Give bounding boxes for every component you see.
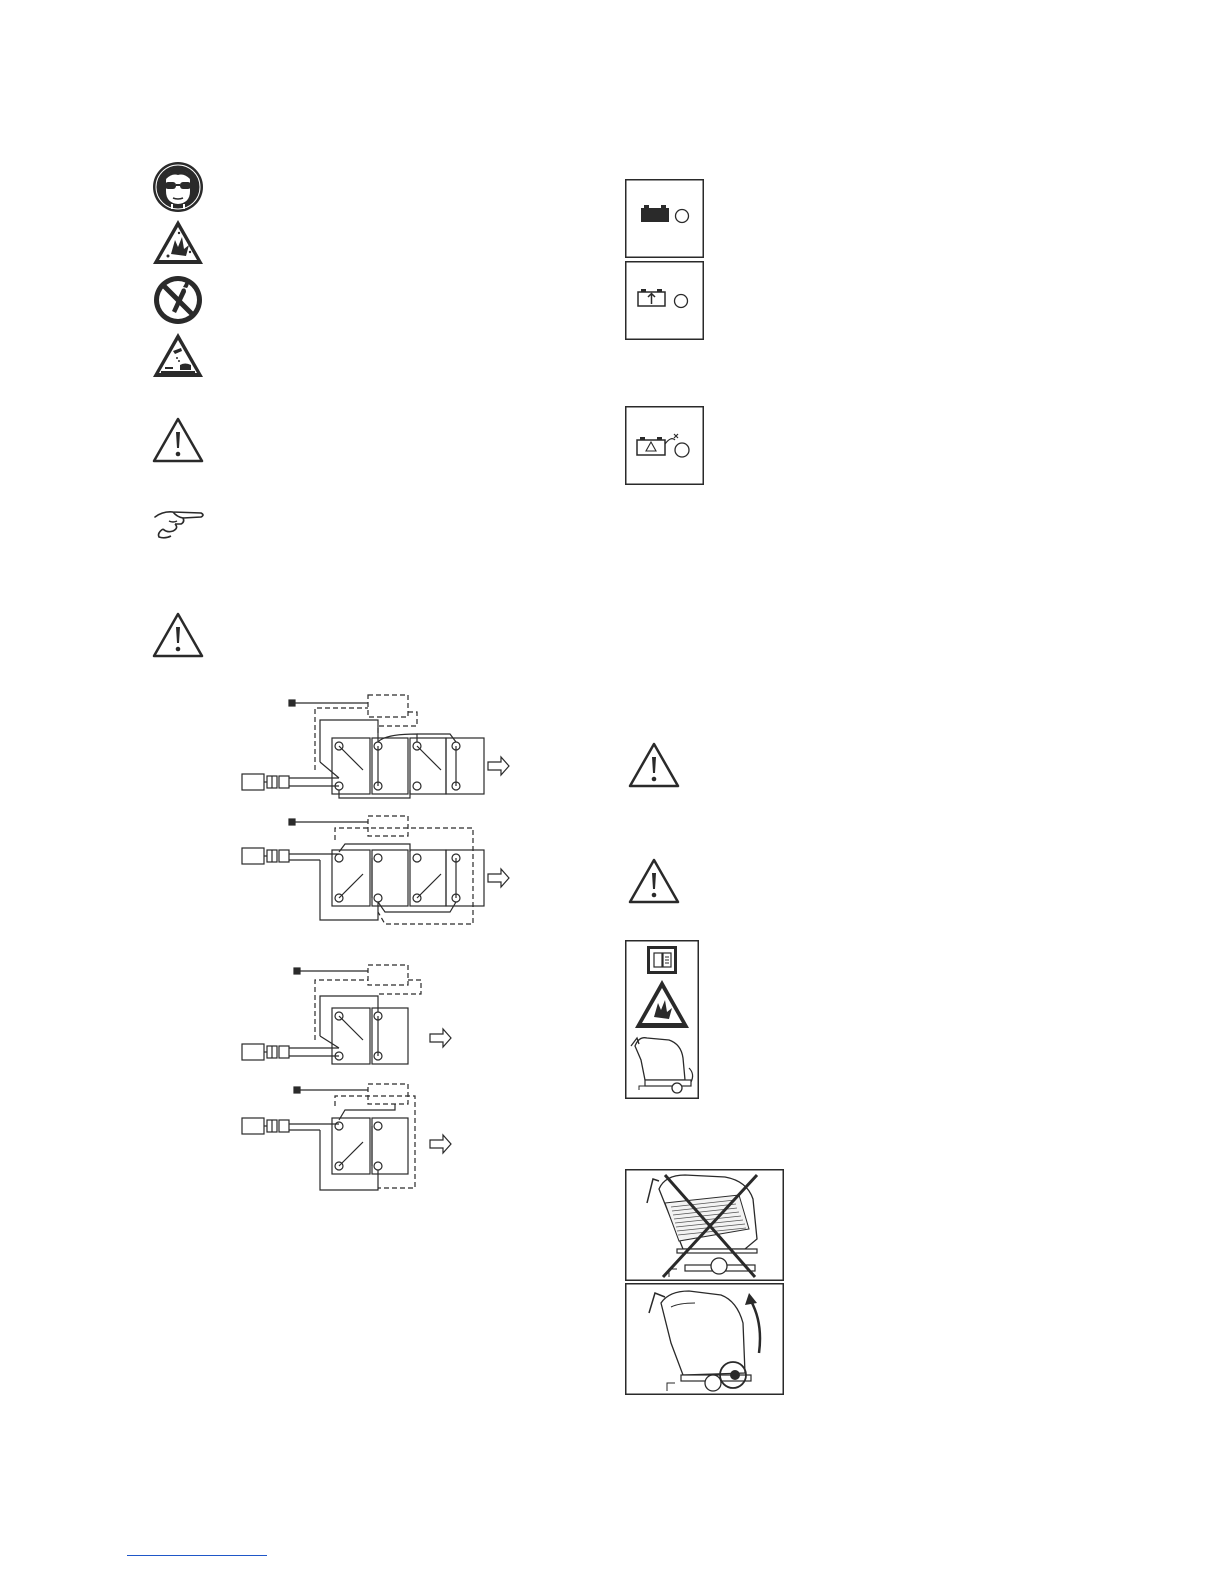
caution-warning-icon [151,416,205,464]
wiring-diagram-2-batteries-a [235,960,465,1070]
battery-charged-indicator-icon [625,179,705,259]
no-open-flame-icon [153,275,203,325]
wear-eye-protection-icon [152,161,204,213]
tilt-machine-illustration [625,1283,784,1395]
wiring-diagram-2-batteries-b [235,1080,465,1200]
caution-warning-icon [627,857,681,905]
do-not-tilt-with-manual-illustration [625,1169,784,1281]
caution-warning-icon [151,611,205,659]
explosion-warning-icon [151,218,205,266]
battery-fault-indicator-icon [625,406,705,486]
pointing-hand-note-icon [153,503,205,543]
wiring-diagram-4-batteries-a [235,690,525,810]
battery-compartment-warning-panel [625,940,699,1100]
footer-rule [127,1555,267,1556]
caution-warning-icon [627,741,681,789]
corrosive-warning-icon [151,331,205,379]
battery-charging-indicator-icon [625,261,705,341]
wiring-diagram-4-batteries-b [235,812,525,932]
